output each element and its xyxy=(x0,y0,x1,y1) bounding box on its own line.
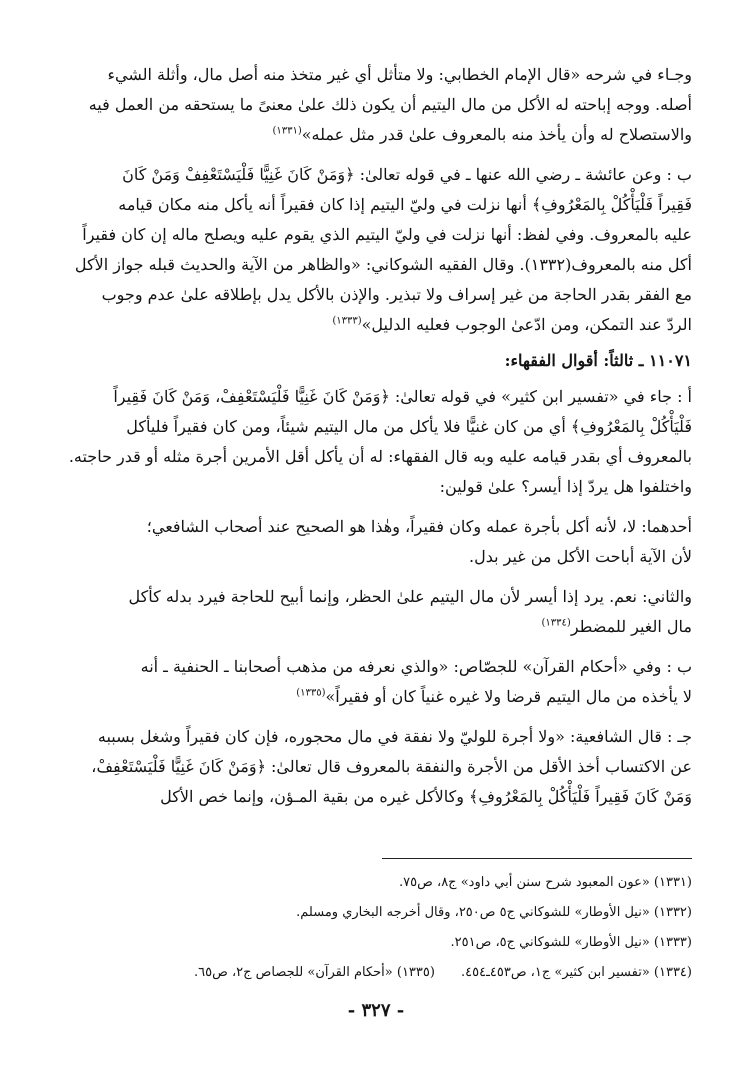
text-line: فَلْيَأْكُلْ بِالمَعْرُوفِ﴾ أي من كان غنيًّا فلا يأكل من مال اليتيم شيئاً، ومن كان فقيراً فليأكل xyxy=(126,417,692,436)
text-line: ب : وعن عائشة ـ رضي الله عنها ـ في قوله تعالىٰ: ﴿وَمَنْ كَانَ غَنِيًّا فَلْيَسْتَعْفِفْ وَمَنْ كَانَ xyxy=(122,165,692,184)
footnote-ref: (١٣٣٣) xyxy=(332,315,362,327)
paragraph-aisha xyxy=(60,160,692,340)
text-line: واختلفوا هل يردّ إذا أيسر؟ علىٰ قولين: xyxy=(439,477,692,496)
text-line: عن الاكتساب أخذ الأقل من الأجرة والنفقة بالمعروف قال تعالىٰ: ﴿وَمَنْ كَانَ غَنِيًّا فَلْيَسْتَعْفِفْ، xyxy=(91,757,692,776)
text-line: بالمعروف أي بقدر قيامه عليه وبه قال الفقهاء: له أن يأكل أقل الأمرين أجرة مثله أو قدر حاجته. xyxy=(68,447,692,466)
text-line: جـ : قال الشافعية: «ولا أجرة للوليّ ولا نفقة في مال محجوره، فإن كان فقيراً وشغل بسببه xyxy=(97,727,692,746)
text-line: والثاني: نعم. يرد إذا أيسر لأن مال اليتيم علىٰ الحظر، وإنما أبيح للحاجة فيرد بدله كأكل xyxy=(128,587,692,606)
footnote-ref: (١٣٣٥) xyxy=(296,687,326,699)
text-line: أحدهما: لا، لأنه أكل بأجرة عمله وكان فقيراً، وهٰذا هو الصحيح عند أصحاب الشافعي؛ xyxy=(146,517,692,536)
text-line: ب : وفي «أحكام القرآن» للجصّاص: «والذي نعرفه من مذهب أصحابنا ـ الحنفية ـ أنه xyxy=(140,657,692,676)
text-line: الردّ عند التمكن، ومن ادّعىٰ الوجوب فعليه الدليل» xyxy=(361,315,692,334)
footnote-row xyxy=(60,868,692,898)
paragraph-shafiiya xyxy=(60,722,692,812)
paragraph-khattabi xyxy=(60,60,692,150)
page-number: - ٣٢٧ - xyxy=(347,1000,405,1021)
footnote: (١٣٣٣) «نيل الأوطار» للشوكاني ج٥، ص٢٥١. xyxy=(450,935,692,950)
paragraph-jassas xyxy=(60,652,692,712)
footnote: (١٣٣٥) «أحكام القرآن» للجصاص ج٢، ص٦٥. xyxy=(193,965,435,980)
footnote-row xyxy=(60,898,692,928)
footnote: (١٣٣٤) «تفسير ابن كثير» ج١، ص٤٥٣ـ٤٥٤. xyxy=(460,965,692,980)
footnotes xyxy=(60,868,692,988)
text-line: أصله. ووجه إباحته له الأكل من مال اليتيم أن يكون ذلك علىٰ معنىً ما يستحقه من العمل فيه xyxy=(88,95,692,114)
text-line: أ : جاء في «تفسير ابن كثير» في قوله تعالىٰ: ﴿وَمَنْ كَانَ غَنِيًّا فَلْيَسْتَعْفِفْ، وَمَنْ كَانَ فَقِيراً xyxy=(113,387,692,406)
paragraph-ibn-kathir xyxy=(60,382,692,502)
footnote: (١٣٣١) «عون المعبود شرح سنن أبي داود» ج٨، ص٧٥. xyxy=(399,875,692,890)
footnote-row xyxy=(60,928,692,958)
text-line: وجـاء في شرحه «قال الإمام الخطابي: ولا متأثل أي غير متخذ منه أصل مال، وأثلة الشيء xyxy=(107,65,692,84)
text-line: مال الغير للمضطر xyxy=(570,617,692,636)
footnote-row xyxy=(60,958,692,988)
text-line: فَقِيراً فَلْيَأْكُلْ بِالمَعْرُوفِ﴾ أنها نزلت في وليّ اليتيم إذا كان فقيراً أنه يأكل منه مكان قيامه xyxy=(118,195,692,214)
footnote-divider xyxy=(382,858,692,859)
text-line: مع الفقر بقدر الحاجة من غير إسراف ولا تبذير. والإذن بالأكل يدل بإطلاقه علىٰ عدم وجوب xyxy=(101,285,692,304)
paragraph-first-opinion xyxy=(60,512,692,572)
text-line: أكل منه بالمعروف(١٣٣٢). وقال الفقيه الشوكاني: «والظاهر من الآية والحديث قبله جواز الأكل xyxy=(74,255,692,274)
text-line: وَمَنْ كَانَ فَقِيراً فَلْيَأْكُلْ بِالمَعْرُوفِ﴾ وكالأكل غيره من بقية المـؤن، وإنما خص الأكل xyxy=(160,787,692,806)
section-heading: ١١٠٧١ ـ ثالثاً: أقوال الفقهاء: xyxy=(504,351,692,370)
footnote: (١٣٣٢) «نيل الأوطار» للشوكاني ج٥ ص٢٥٠، وقال أخرجه البخاري ومسلم. xyxy=(296,905,692,920)
footnote-ref: (١٣٣٤) xyxy=(541,617,571,629)
text-line: لا يأخذه من مال اليتيم قرضا ولا غيره غنياً كان أو فقيراً» xyxy=(325,687,692,706)
text-line: والاستصلاح له وأن يأخذ منه بالمعروف علىٰ قدر مثل عمله» xyxy=(301,125,692,144)
paragraph-second-opinion xyxy=(60,582,692,642)
text-line: عليه بالمعروف. وفي لفظ: أنها نزلت في وليّ اليتيم الذي يقوم عليه ويصلح ماله إن كان فقيراً xyxy=(82,225,692,244)
footnote-ref: (١٣٣١) xyxy=(272,125,302,137)
text-line: لأن الآية أباحت الأكل من غير بدل. xyxy=(468,547,692,566)
